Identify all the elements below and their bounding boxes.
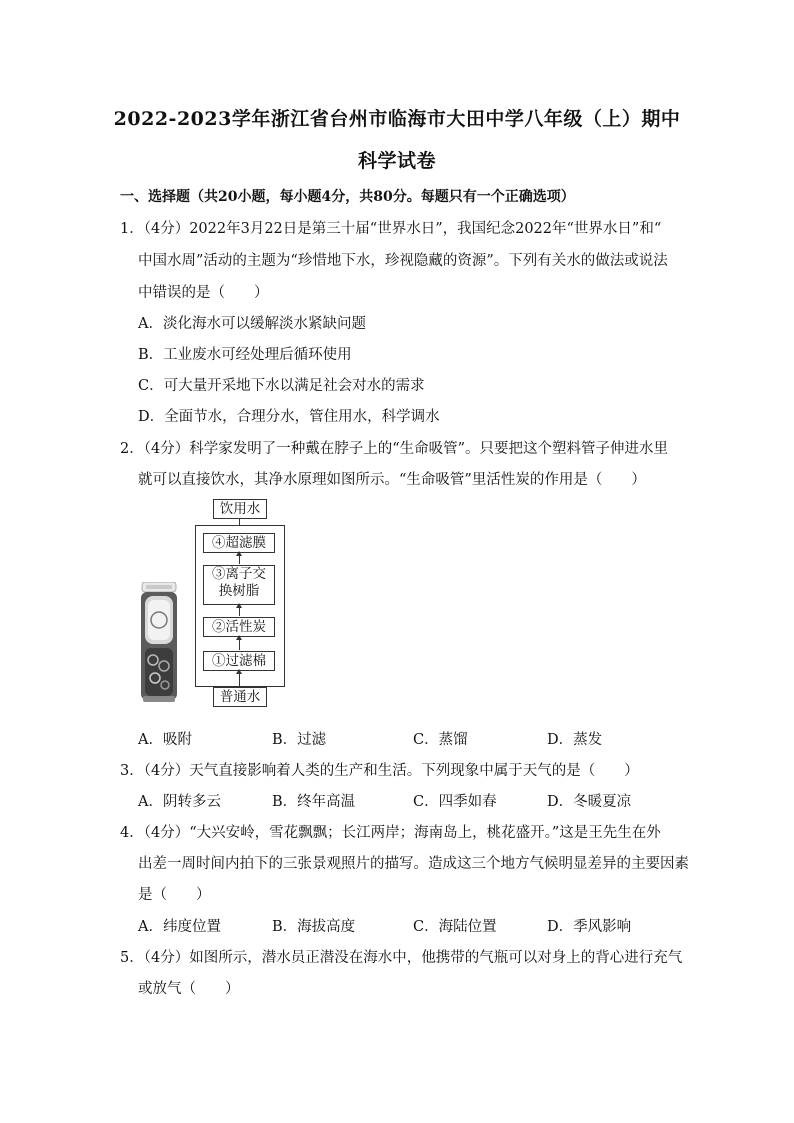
q4-option-c[interactable]: C．海陆位置 — [413, 919, 497, 935]
layer4-box: ④超滤膜 — [203, 533, 275, 553]
q2-option-c[interactable]: C．蒸馏 — [413, 732, 468, 748]
q1-option-b[interactable]: B．工业废水可经处理后循环使用 — [138, 347, 352, 363]
q1-option-c[interactable]: C．可大量开采地下水以满足社会对水的需求 — [138, 378, 425, 394]
layer3-text-a: ③离子交 — [212, 566, 266, 582]
filter-flow-diagram — [195, 495, 290, 715]
q4-option-b[interactable]: B．海拔高度 — [272, 919, 356, 935]
q5-stem-line1: 5．（4分）如图所示，潜水员正潜没在海水中，他携带的气瓶可以对身上的背心进行充气 — [120, 950, 683, 966]
drinking-water-box: 饮用水 — [213, 499, 267, 519]
q1-option-a[interactable]: A．淡化海水可以缓解淡水紧缺问题 — [138, 316, 366, 332]
arrow-head — [236, 635, 242, 640]
life-straw-photo — [138, 582, 180, 704]
q5-stem-line2: 或放气（ ） — [138, 981, 240, 997]
q2-stem-line2: 就可以直接饮水，其净水原理如图所示。“生命吸管”里活性炭的作用是（ ） — [138, 472, 646, 488]
q4-stem-line2: 出差一周时间内拍下的三张景观照片的描写。造成这三个地方气候明显差异的主要因素 — [138, 856, 689, 872]
q2-stem-line1: 2．（4分）科学家发明了一种戴在脖子上的“生命吸管”。只要把这个塑料管子伸进水里 — [120, 441, 669, 457]
q3-option-b[interactable]: B．终年高温 — [272, 794, 356, 810]
section-heading: 一、选择题（共20小题，每小题4分，共80分。每题只有一个正确选项） — [120, 189, 575, 205]
q2-option-a[interactable]: A．吸附 — [138, 732, 192, 748]
q1-stem-line1: 1．（4分）2022年3月22日是第三十届“世界水日”，我国纪念2022年“世界水日”和“ — [120, 221, 662, 237]
q4-option-a[interactable]: A．纬度位置 — [138, 919, 221, 935]
layer2-box: ②活性炭 — [203, 617, 275, 637]
q3-option-c[interactable]: C．四季如春 — [413, 794, 497, 810]
q3-stem-line1: 3．（4分）天气直接影响着人类的生产和生活。下列现象中属于天气的是（ ） — [120, 763, 639, 779]
q4-stem-line1: 4．（4分）“大兴安岭，雪花飘飘；长江两岸；海南岛上，桃花盛开。”这是王先生在外 — [120, 825, 661, 841]
layer3-box — [203, 565, 275, 605]
paper-title-line1: 2022-2023学年浙江省台州市临海市大田中学八年级（上）期中 — [113, 108, 681, 130]
q1-stem-line3: 中错误的是（ ） — [138, 285, 269, 301]
layer1-box: ①过滤棉 — [203, 651, 275, 671]
arrow-head — [236, 669, 242, 674]
arrow-head — [236, 551, 242, 556]
q1-stem-line2: 中国水周”活动的主题为“珍惜地下水，珍视隐藏的资源”。下列有关水的做法或说法 — [138, 253, 668, 269]
arrow-head — [236, 603, 242, 608]
q2-option-d[interactable]: D．蒸发 — [547, 732, 603, 748]
q3-option-d[interactable]: D．冬暖夏凉 — [547, 794, 632, 810]
ordinary-water-box: 普通水 — [213, 687, 267, 707]
layer3-text-b: 换树脂 — [218, 583, 260, 599]
q2-option-b[interactable]: B．过滤 — [272, 732, 327, 748]
q4-option-d[interactable]: D．季风影响 — [547, 919, 632, 935]
paper-title-line2: 科学试卷 — [357, 150, 436, 172]
q3-option-a[interactable]: A．阴转多云 — [138, 794, 221, 810]
q4-stem-line3: 是（ ） — [138, 887, 211, 903]
q1-option-d[interactable]: D．全面节水，合理分水，管住用水，科学调水 — [138, 409, 440, 425]
